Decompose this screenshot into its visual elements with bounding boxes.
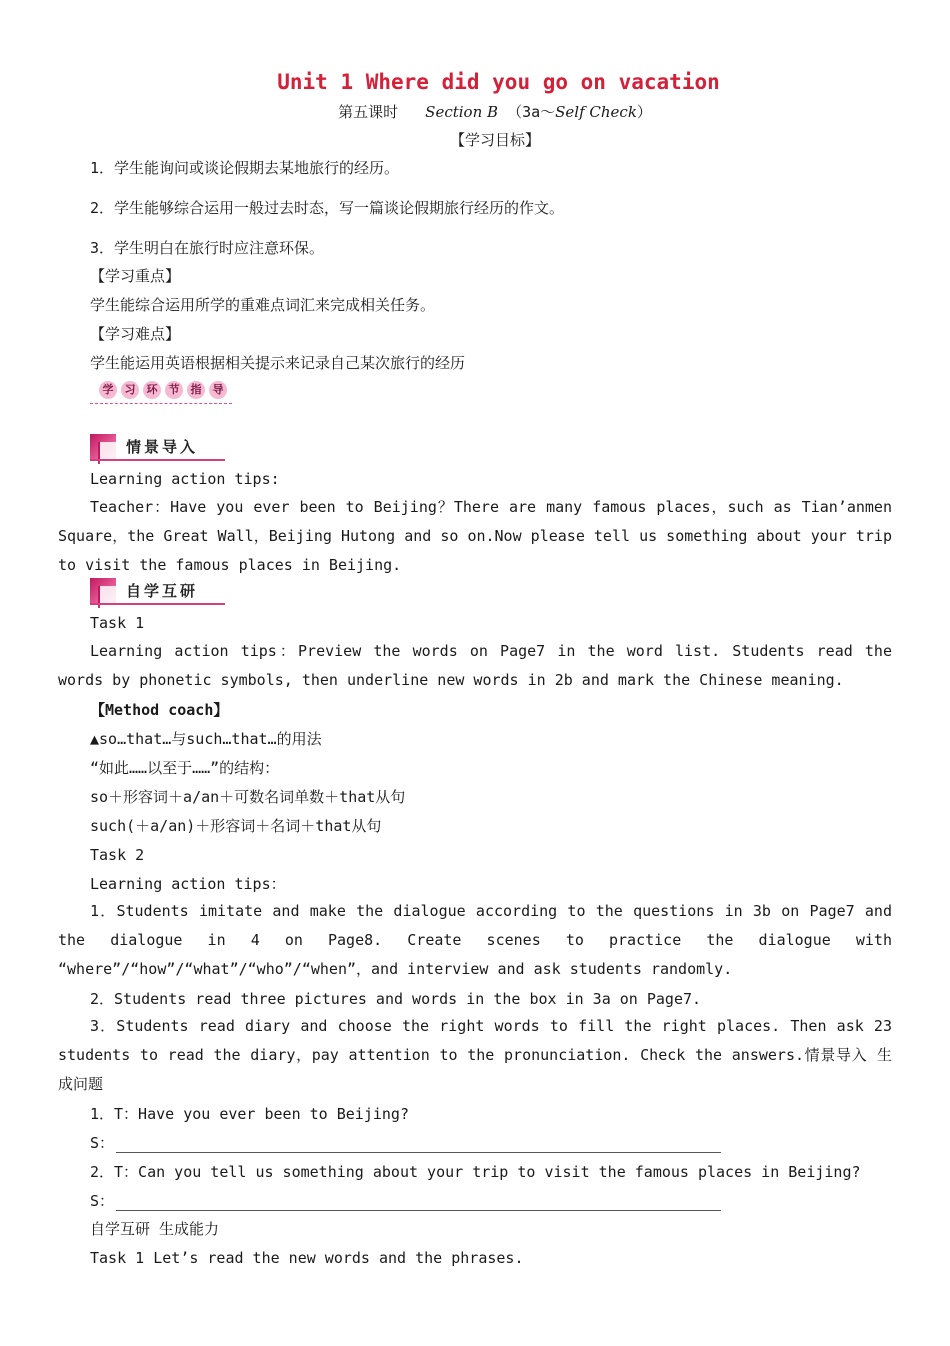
range-close: ） (636, 103, 652, 121)
guide-char: 节 (165, 381, 183, 399)
answer-line-1 (90, 1133, 721, 1153)
guide-char: 指 (187, 381, 205, 399)
answer-blank[interactable] (116, 1138, 721, 1153)
page-title: Unit 1 Where did you go on vacation (277, 70, 720, 94)
section-header-self-study (90, 578, 225, 604)
difficult-heading: 【学习难点】 (90, 325, 181, 343)
method-coach: 【Method coach】 (90, 701, 229, 719)
section-title: 自学互研 (126, 582, 199, 600)
teacher-paragraph: Teacher：Have you ever been to Beijing？There are many famous places，such as Tian’anmen Square，the Great Wall，Beijing Hutong and so on.Now please tell us something about your trip to visit the famous places in Beijing. (58, 498, 892, 574)
answer-line-2 (90, 1191, 721, 1211)
guide-char: 环 (143, 381, 161, 399)
difficult-text: 学生能运用英语根据相关提示来记录自己某次旅行的经历 (90, 354, 466, 372)
range-italic: Self Check (555, 103, 637, 121)
lesson-subtitle (0, 101, 950, 122)
section-rule (90, 603, 225, 605)
section-name: Section B (425, 103, 499, 121)
question-2: 2．T：Can you tell us something about your trip to visit the famous places in Beijing? (90, 1163, 861, 1181)
footer-heading: 自学互研 生成能力 (90, 1220, 220, 1238)
task2-item-1: 1．Students imitate and make the dialogue according to the questions in 3b on Page7 and the dialogue in 4 on Page8. Create scenes to practice the dialogue with “where”/“how”/“what”/“who”/“when”，and interview and ask students randomly. (58, 902, 892, 978)
question-1: 1．T：Have you ever been to Beijing? (90, 1105, 409, 1123)
structure-such: such(＋a/an)＋形容词＋名词＋that从句 (90, 817, 382, 835)
section-title: 情景导入 (126, 438, 199, 456)
section-rule (90, 459, 225, 461)
task2-label: Task 2 (90, 846, 145, 864)
footer-task: Task 1 Let’s read the new words and the phrases. (90, 1249, 524, 1267)
guide-divider (90, 403, 232, 404)
key-points-heading: 【学习重点】 (90, 267, 181, 285)
structure-so: so＋形容词＋a/an＋可数名词单数＋that从句 (90, 788, 406, 806)
guide-char: 学 (99, 381, 117, 399)
guide-char: 导 (209, 381, 227, 399)
task1-paragraph: Learning action tips：Preview the words on Page7 in the word list. Students read the words by phonetic symbols, then underline new words in 2b and mark the Chinese meaning. (58, 642, 892, 689)
task2-tips: Learning action tips： (90, 875, 286, 893)
usage-title: ▲so…that…与such…that…的用法 (90, 730, 322, 748)
objectives-heading: 【学习目标】 (449, 131, 540, 149)
task1-label: Task 1 (90, 614, 145, 632)
objective-3: 3．学生明白在旅行时应注意环保。 (90, 239, 325, 257)
answer-prefix: S： (90, 1134, 115, 1152)
section-header-scenario (90, 434, 225, 460)
key-points-text: 学生能综合运用所学的重难点词汇来完成相关任务。 (90, 296, 436, 314)
answer-blank[interactable] (116, 1196, 721, 1211)
lesson-number: 第五课时 (338, 103, 399, 121)
answer-prefix: S： (90, 1192, 115, 1210)
task2-item-2: 2．Students read three pictures and words in the box in 3a on Page7. (90, 990, 702, 1008)
objective-2: 2．学生能够综合运用一般过去时态，写一篇谈论假期旅行经历的作文。 (90, 199, 565, 217)
tips-label: Learning action tips: (90, 470, 280, 488)
objective-1: 1．学生能询问或谈论假期去某地旅行的经历。 (90, 159, 400, 177)
task2-item-3: 3．Students read diary and choose the right words to fill the right places. Then ask 23 students to read the diary，pay attention to the pronunciation. Check the answers.情景导入 生成问题 (58, 1017, 892, 1093)
guide-char: 习 (121, 381, 139, 399)
range-open: （3a～ (507, 103, 556, 121)
structure-intro: “如此……以至于……”的结构： (90, 759, 280, 777)
